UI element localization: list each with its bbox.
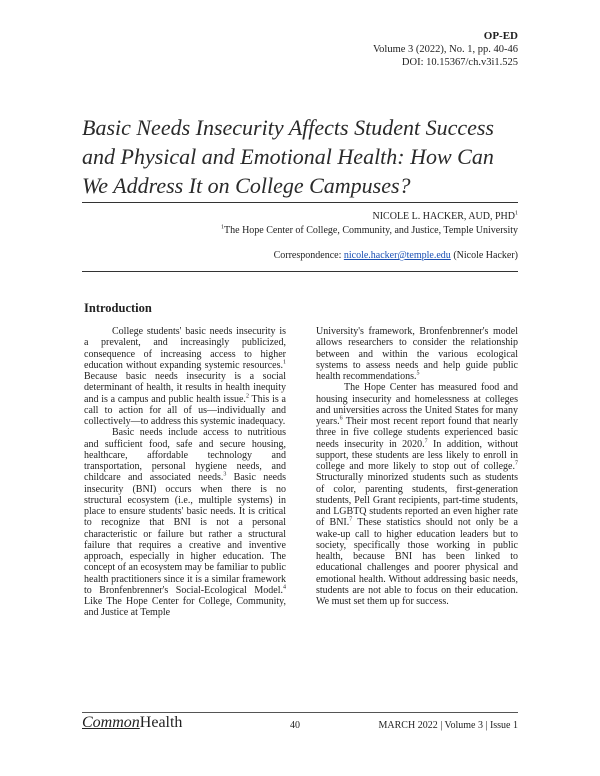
article-title: Basic Needs Insecurity Affects Student Success and Physical and Emotional Health: How Can We Address It on College Campuses? (82, 115, 494, 198)
journal-logo: CommonHealth (82, 714, 183, 731)
paragraph: Basic needs include access to nutritious and sufficient food, safe and secure housing, healthcare, affordable technology and transportation, personal hygiene needs, and childcare and associated needs.$^3$ Basic needs insecurity (BNI) occurs when there is no structural ecosystem (i.e., multiple systems) in place to ensure students' basic needs. It is critical to recognize that BNI is not a personal characteristic or failure but rather a structural failure that requires a creative and inventive approach, especially in higher education. The concept of an ecosystem may be familiar to public health practitioners since it is a similar framework to Bronfenbrenner's Social-Ecological Model.$^4$ Like The Hope Center for College, Community, and Justice at Temple (84, 427, 286, 619)
body-column-left (84, 326, 286, 619)
title-rule (82, 202, 518, 203)
body-column-right (316, 326, 518, 607)
page-number: 40 (290, 720, 300, 731)
paragraph: University's framework, Bronfenbrenner's model allows researchers to consider the relationship between and within the various ecological systems to assess needs and help guide public health recommendations.$^5$ (316, 326, 518, 382)
affiliation: $^1$The Hope Center of College, Community, and Justice, Temple University (221, 224, 518, 236)
doi: DOI: 10.15367/ch.v3i1.525 (401, 57, 518, 68)
paragraph: College students' basic needs insecurity is a prevalent, and increasingly publicized, consequence of increasing access to higher education without expanding systemic resources.$^1$ Because basic needs insecurity is a social determinant of health, it results in health inequity and is a campus and public health issue.$^2$ This is a call to action for all of us—individually and collectively—to address this systemic inadequacy. (84, 326, 286, 427)
footer-rule (82, 712, 518, 713)
section-heading: Introduction (84, 301, 152, 315)
email-link[interactable]: nicole.hacker@temple.edu (343, 250, 451, 261)
volume-line: Volume 3 (2022), No. 1, pp. 40-46 (372, 44, 518, 55)
author-name: NICOLE L. HACKER, AUD, PHD$^1$ (372, 210, 518, 222)
header-rule (82, 271, 518, 272)
issue-info: MARCH 2022 | Volume 3 | Issue 1 (378, 720, 518, 731)
correspondence: Correspondence: nicole.hacker@temple.edu (Nicole Hacker) (273, 250, 518, 261)
paragraph: The Hope Center has measured food and housing insecurity and homelessness at colleges and universities across the United States for many years.$^6$ Their most recent report found that nearly three in five college students experienced basic needs insecurity in 2020.$^7$ In addition, without support, these students are less likely to enroll in college and more likely to stop out of college.$^7$ Structurally minorized students such as students of color, parenting students, first-generation students, Pell Grant recipients, part-time students, and LGBTQ students reported an even higher rate of BNI.$^7$ These statistics should not only be a wake-up call to higher education leaders but to society, specifically those working in public health, because BNI has been linked to educational challenges and poorer physical and emotional health. Without addressing basic needs, students are not able to focus on their education. We must set them up for success. (316, 382, 518, 607)
article-header (373, 30, 518, 69)
author-block (221, 210, 518, 238)
section-tag: OP-ED (483, 30, 518, 42)
